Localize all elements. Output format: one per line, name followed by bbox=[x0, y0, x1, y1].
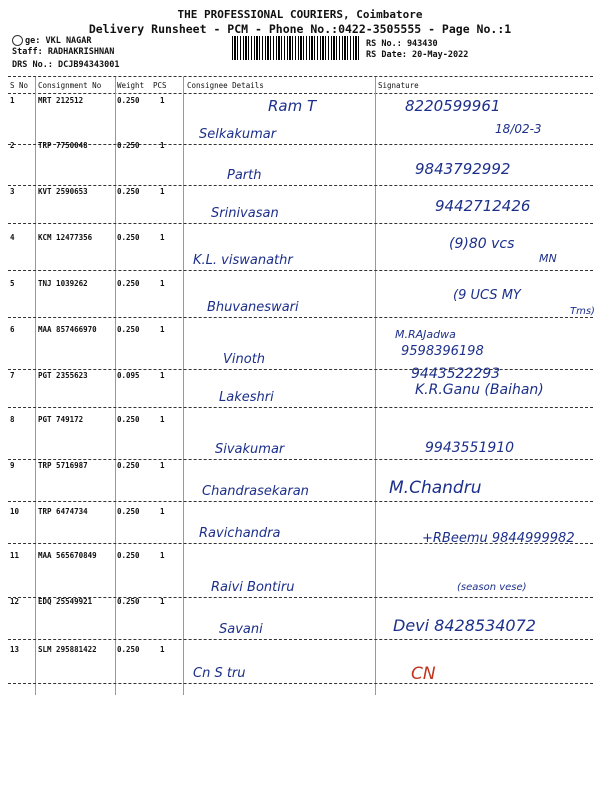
consignee-name: Bhuvaneswari bbox=[207, 300, 299, 315]
consignee-name: Savani bbox=[219, 622, 263, 637]
consignee-name: Chandrasekaran bbox=[202, 484, 309, 499]
consignment-number: PGT 749172 bbox=[38, 415, 84, 424]
col-divider bbox=[183, 77, 184, 695]
signature: (9 UCS MY bbox=[453, 288, 521, 303]
row-sno: 4 bbox=[10, 233, 15, 242]
signature: 8220599961 bbox=[405, 97, 501, 115]
row-divider bbox=[8, 639, 593, 640]
pcs-value: 1 bbox=[160, 415, 165, 424]
row-sno: 3 bbox=[10, 187, 15, 196]
signature-extra: 18/02-3 bbox=[495, 122, 542, 136]
row-sno: 6 bbox=[10, 325, 15, 334]
col-sno: S No bbox=[10, 81, 29, 90]
weight-value: 0.250 bbox=[117, 461, 140, 470]
consignment-number: PGT 2355623 bbox=[38, 371, 88, 380]
signature: Devi 8428534072 bbox=[393, 616, 536, 635]
consignment-number: KCM 12477356 bbox=[38, 233, 93, 242]
row-divider bbox=[8, 144, 593, 145]
consignment-number: TNJ 1039262 bbox=[38, 279, 88, 288]
consignee-name: Vinoth bbox=[223, 352, 266, 367]
rs-number: RS No.: 943430 bbox=[366, 39, 438, 49]
signature-extra: Tms) bbox=[570, 306, 595, 317]
consignee-name: K.L. viswanathr bbox=[193, 253, 293, 268]
weight-value: 0.250 bbox=[117, 415, 140, 424]
pcs-value: 1 bbox=[160, 597, 165, 606]
pcs-value: 1 bbox=[160, 461, 165, 470]
signature: M.RAJadwa bbox=[395, 328, 456, 341]
consignment-number: TRP 5716987 bbox=[38, 461, 88, 470]
pcs-value: 1 bbox=[160, 279, 165, 288]
row-divider bbox=[8, 407, 593, 408]
pcs-value: 1 bbox=[160, 371, 165, 380]
row-sno: 8 bbox=[10, 415, 15, 424]
weight-value: 0.250 bbox=[117, 597, 140, 606]
col-pcs: PCS bbox=[153, 81, 167, 90]
row-sno: 2 bbox=[10, 141, 15, 150]
consignment-number: MAA 857466970 bbox=[38, 325, 97, 334]
row-sno: 12 bbox=[10, 597, 20, 606]
row-divider bbox=[8, 185, 593, 186]
stamp-icon bbox=[12, 35, 23, 46]
signature: (9)80 vcs bbox=[449, 236, 515, 252]
signature: CN bbox=[411, 664, 436, 684]
runsheet-subtitle: Delivery Runsheet - PCM - Phone No.:0422-3505555 - Page No.:1 bbox=[88, 22, 512, 36]
consignment-number: TRP 6474734 bbox=[38, 507, 88, 516]
signature-extra: 9598396198 bbox=[401, 344, 484, 359]
pcs-value: 1 bbox=[160, 507, 165, 516]
signature: +RBeemu 9844999982 bbox=[422, 531, 575, 546]
row-divider bbox=[8, 501, 593, 502]
signature: 9943551910 bbox=[425, 440, 515, 456]
row-sno: 13 bbox=[10, 645, 20, 654]
row-divider bbox=[8, 223, 593, 224]
col-consignment: Consignment No bbox=[38, 81, 102, 90]
weight-value: 0.250 bbox=[117, 187, 140, 196]
runsheet-title: THE PROFESSIONAL COURIERS, Coimbatore bbox=[177, 8, 423, 21]
consignee-name: Parth bbox=[227, 168, 262, 183]
pcs-value: 1 bbox=[160, 645, 165, 654]
weight-value: 0.250 bbox=[117, 645, 140, 654]
consignee-name: Ravichandra bbox=[199, 526, 281, 541]
drs-number: DRS No.: DCJB94343001 bbox=[12, 60, 120, 70]
row-sno: 10 bbox=[10, 507, 20, 516]
row-sno: 5 bbox=[10, 279, 15, 288]
pcs-value: 1 bbox=[160, 141, 165, 150]
signature: 9843792992 bbox=[415, 160, 511, 178]
consignment-number: SLM 295881422 bbox=[38, 645, 97, 654]
weight-value: 0.250 bbox=[117, 96, 140, 105]
signature: (season vese) bbox=[457, 582, 527, 593]
consignment-number: TRP 7750048 bbox=[38, 141, 88, 150]
header-rule-top bbox=[8, 76, 593, 77]
row-divider bbox=[8, 317, 593, 318]
pcs-value: 1 bbox=[160, 325, 165, 334]
weight-value: 0.250 bbox=[117, 507, 140, 516]
col-consignee: Consignee Details bbox=[187, 81, 264, 90]
consignee-name: Selkakumar bbox=[199, 127, 277, 142]
row-divider bbox=[8, 369, 593, 370]
barcode bbox=[232, 36, 360, 60]
weight-value: 0.095 bbox=[117, 371, 140, 380]
consignee-name: Cn S tru bbox=[193, 666, 246, 681]
signature: M.Chandru bbox=[389, 478, 482, 498]
header-rule-bottom bbox=[8, 93, 593, 94]
signature: 9443522293 bbox=[411, 366, 501, 382]
col-signature: Signature bbox=[378, 81, 419, 90]
route-label bbox=[12, 35, 92, 46]
col-divider bbox=[115, 77, 116, 695]
pcs-value: 1 bbox=[160, 233, 165, 242]
consignee-name: Lakeshri bbox=[219, 390, 274, 405]
consignee-name: Sivakumar bbox=[215, 442, 285, 457]
row-divider bbox=[8, 683, 593, 684]
consignee-name: Srinivasan bbox=[211, 206, 279, 221]
col-divider bbox=[375, 77, 376, 695]
consignment-number: MRT 212512 bbox=[38, 96, 84, 105]
consignee-name: Raivi Bontiru bbox=[211, 580, 295, 595]
row-sno: 11 bbox=[10, 551, 20, 560]
row-divider bbox=[8, 597, 593, 598]
signature-extra: MN bbox=[539, 252, 557, 265]
consignee-name-extra: Ram T bbox=[268, 97, 317, 115]
row-sno: 1 bbox=[10, 96, 15, 105]
staff-label: Staff: RADHAKRISHNAN bbox=[12, 47, 115, 57]
row-sno: 7 bbox=[10, 371, 15, 380]
consignment-number: MAA 565670849 bbox=[38, 551, 97, 560]
pcs-value: 1 bbox=[160, 96, 165, 105]
pcs-value: 1 bbox=[160, 551, 165, 560]
route-text: ge: VKL NAGAR bbox=[25, 36, 92, 46]
col-divider bbox=[35, 77, 36, 695]
weight-value: 0.250 bbox=[117, 551, 140, 560]
row-sno: 9 bbox=[10, 461, 15, 470]
consignment-number: EDQ 25549921 bbox=[38, 597, 93, 606]
weight-value: 0.250 bbox=[117, 233, 140, 242]
weight-value: 0.250 bbox=[117, 279, 140, 288]
weight-value: 0.250 bbox=[117, 141, 140, 150]
signature-extra: K.R.Ganu (Baihan) bbox=[415, 382, 544, 398]
weight-value: 0.250 bbox=[117, 325, 140, 334]
consignment-number: KVT 2590653 bbox=[38, 187, 88, 196]
row-divider bbox=[8, 459, 593, 460]
pcs-value: 1 bbox=[160, 187, 165, 196]
signature: 9442712426 bbox=[435, 197, 531, 215]
row-divider bbox=[8, 543, 593, 544]
col-weight: Weight bbox=[117, 81, 145, 90]
rs-date: RS Date: 20-May-2022 bbox=[366, 50, 469, 60]
row-divider bbox=[8, 270, 593, 271]
